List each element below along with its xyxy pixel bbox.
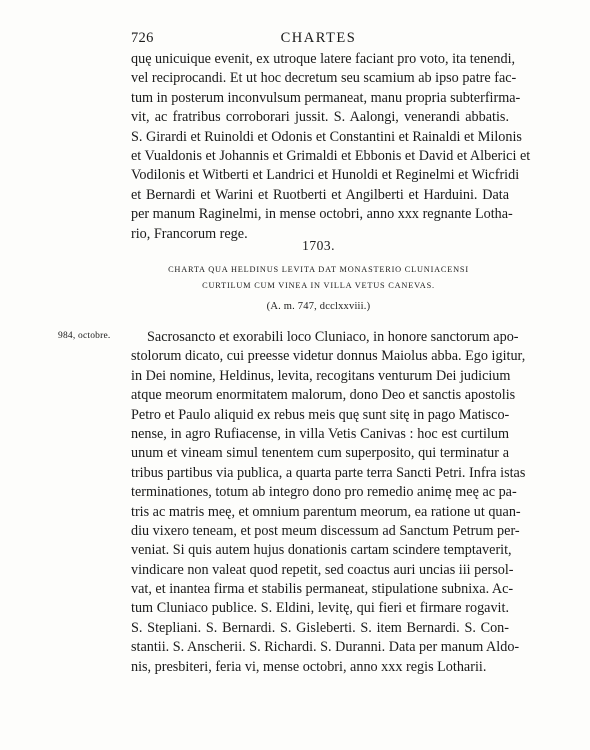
text-line: terminationes, totum ab integro dono pro remedio animę meę ac pa- bbox=[131, 484, 517, 501]
text-line: atque meorum enormitatem malorum, dono Deo et sanctis apostolis bbox=[131, 387, 516, 404]
text-line: Vodilonis et Witberti et Landrici et Hunoldi et Reginelmi et Wicfridi bbox=[131, 167, 520, 184]
text-line: tum in posterum inconvulsum permaneat, manu propria subterfirma- bbox=[131, 89, 521, 106]
text-line: Petro et Paulo aliquid ex rebus meis quę sunt sitę in pago Matisco- bbox=[131, 406, 510, 423]
text-line: tris ac matris meę, et omnium parentum meorum, ea ratione ut quan- bbox=[131, 503, 521, 520]
text-line: et Bernardi et Warini et Ruotberti et Angilberti et Harduini. Data bbox=[131, 186, 509, 203]
text-line: nense, in agro Rufiacense, in villa Vetis Canivas : hoc est curtilum bbox=[131, 425, 509, 442]
text-line: stantii. S. Anscherii. S. Richardi. S. Duranni. Data per manum Aldo- bbox=[131, 639, 520, 656]
charter-heading-line: CHARTA QUA HELDINUS LEVITA DAT MONASTERIO CLUNIACENSI bbox=[168, 265, 469, 274]
text-line: vel reciprocandi. Et ut hoc decretum seu scamium ab ipso patre fac- bbox=[131, 70, 517, 87]
text-line: tum Cluniaco publice. S. Eldini, levitę, qui fieri et firmare rogavit. bbox=[131, 600, 509, 617]
text-line: S. Girardi et Ruinoldi et Odonis et Constantini et Rainaldi et Milonis bbox=[131, 128, 522, 145]
page-number: 726 bbox=[131, 30, 154, 46]
text-line: unum et vineam simul tenentem cum superposito, qui terminatur a bbox=[131, 445, 509, 462]
charter-dating: (A. m. 747, dcclxxviii.) bbox=[266, 301, 371, 312]
margin-date: 984, octobre. bbox=[58, 331, 111, 341]
text-line: nis, presbiteri, feria vi, mense octobri, anno xxx regis Lotharii. bbox=[131, 658, 487, 675]
charter-text bbox=[131, 328, 526, 677]
text-line: S. Stepliani. S. Bernardi. S. Gisleberti. S. item Bernardi. S. Con- bbox=[131, 619, 509, 636]
text-line: tribus partibus via publica, a quarta parte terra Sancti Petri. Infra istas bbox=[131, 464, 526, 481]
page-header bbox=[131, 30, 506, 50]
text-line: in Dei nomine, Heldinus, levita, recogitans venturum Dei judicium bbox=[131, 367, 511, 384]
text-line: veniat. Si quis autem hujus donationis cartam scindere temptaverit, bbox=[131, 542, 512, 559]
charter-number: 1703. bbox=[302, 238, 335, 253]
text-line: quę unicuique evenit, ex utroque latere faciant pro voto, ita tenendi, bbox=[131, 51, 516, 67]
text-line: per manum Raginelmi, in mense octobri, anno xxx regnante Lotha- bbox=[131, 206, 513, 223]
text-line: diu vixero teneam, et post meum discessum ad Sanctum Petrum per- bbox=[131, 522, 520, 539]
text-line: vat, et inantea firma et stabilis permaneat, stipulatione subnixa. Ac- bbox=[131, 581, 514, 598]
text-line: Sacrosancto et exorabili loco Cluniaco, in honore sanctorum apo- bbox=[147, 329, 519, 345]
text-line: rio, Francorum rege. bbox=[131, 225, 248, 242]
previous-charter-ending bbox=[131, 50, 531, 244]
charter-heading bbox=[131, 262, 506, 294]
text-line: vindicare non valeat quod repetit, sed coactus auri uncias iii persol- bbox=[131, 561, 514, 578]
text-line: stolorum dicato, cui preesse videtur donnus Maiolus abba. Ego igitur, bbox=[131, 348, 526, 365]
text-line: et Vualdonis et Johannis et Grimaldi et Ebbonis et David et Alberici et bbox=[131, 147, 531, 164]
text-line: vit, ac fratribus corroborari jussit. S. Aalongi, venerandi abbatis. bbox=[131, 109, 509, 126]
running-title: CHARTES bbox=[280, 30, 357, 46]
charter-heading-line: CURTILUM CUM VINEA IN VILLA VETUS CANEVAS. bbox=[202, 281, 435, 290]
